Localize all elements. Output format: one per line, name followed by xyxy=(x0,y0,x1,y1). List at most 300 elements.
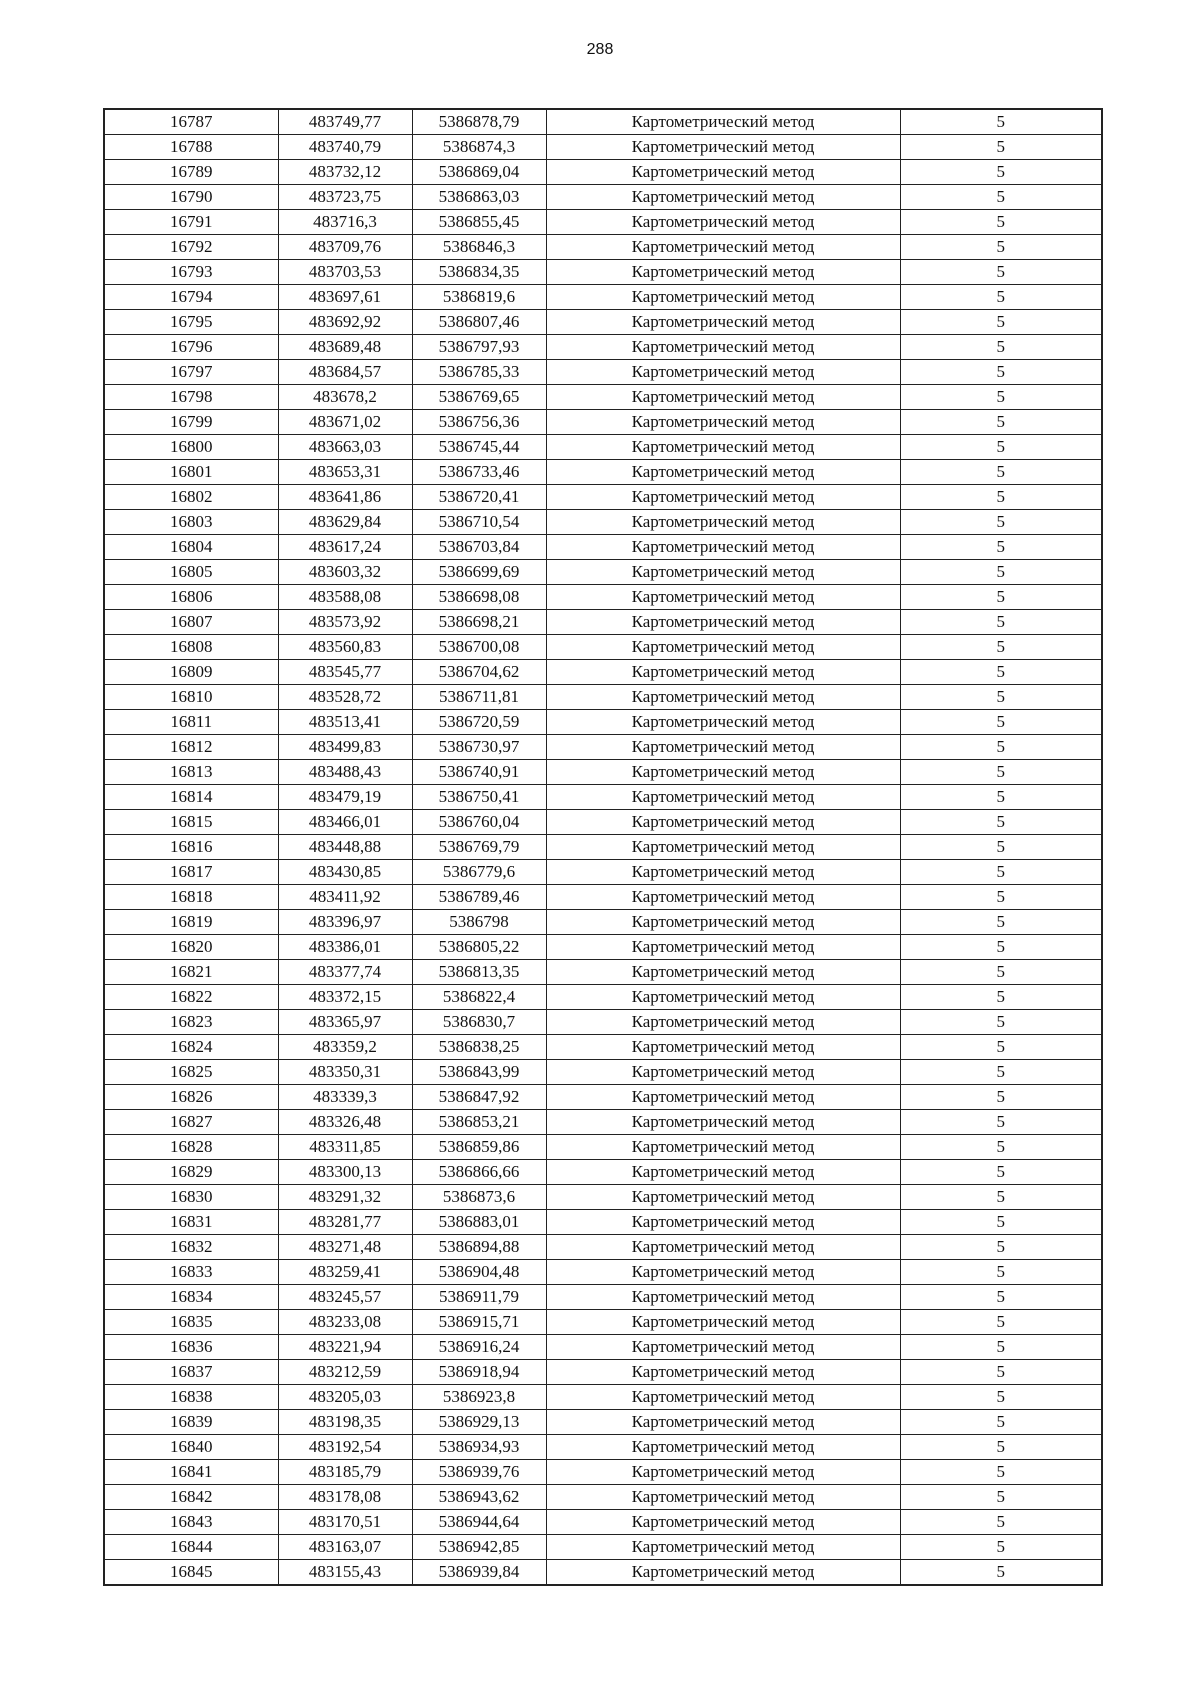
x-coordinate-cell: 483588,08 xyxy=(278,585,412,610)
x-coordinate-cell: 483528,72 xyxy=(278,685,412,710)
y-coordinate-cell: 5386769,65 xyxy=(412,385,546,410)
point-number-cell: 16818 xyxy=(104,885,278,910)
y-coordinate-cell: 5386843,99 xyxy=(412,1060,546,1085)
method-cell: Картометрический метод xyxy=(546,785,900,810)
method-cell: Картометрический метод xyxy=(546,585,900,610)
point-number-cell: 16797 xyxy=(104,360,278,385)
x-coordinate-cell: 483703,53 xyxy=(278,260,412,285)
x-coordinate-cell: 483573,92 xyxy=(278,610,412,635)
point-number-cell: 16811 xyxy=(104,710,278,735)
y-coordinate-cell: 5386911,79 xyxy=(412,1285,546,1310)
table-row xyxy=(104,360,1102,385)
point-number-cell: 16810 xyxy=(104,685,278,710)
x-coordinate-cell: 483603,32 xyxy=(278,560,412,585)
table-row xyxy=(104,960,1102,985)
table-row xyxy=(104,1035,1102,1060)
method-cell: Картометрический метод xyxy=(546,1360,900,1385)
method-cell: Картометрический метод xyxy=(546,985,900,1010)
method-cell: Картометрический метод xyxy=(546,560,900,585)
method-cell: Картометрический метод xyxy=(546,510,900,535)
x-coordinate-cell: 483185,79 xyxy=(278,1460,412,1485)
method-cell: Картометрический метод xyxy=(546,435,900,460)
accuracy-cell: 5 xyxy=(900,460,1102,485)
accuracy-cell: 5 xyxy=(900,185,1102,210)
x-coordinate-cell: 483513,41 xyxy=(278,710,412,735)
accuracy-cell: 5 xyxy=(900,210,1102,235)
point-number-cell: 16800 xyxy=(104,435,278,460)
table-row xyxy=(104,160,1102,185)
accuracy-cell: 5 xyxy=(900,560,1102,585)
method-cell: Картометрический метод xyxy=(546,760,900,785)
method-cell: Картометрический метод xyxy=(546,1135,900,1160)
y-coordinate-cell: 5386822,4 xyxy=(412,985,546,1010)
accuracy-cell: 5 xyxy=(900,1535,1102,1560)
accuracy-cell: 5 xyxy=(900,760,1102,785)
accuracy-cell: 5 xyxy=(900,510,1102,535)
point-number-cell: 16839 xyxy=(104,1410,278,1435)
method-cell: Картометрический метод xyxy=(546,285,900,310)
table-row xyxy=(104,1510,1102,1535)
y-coordinate-cell: 5386698,21 xyxy=(412,610,546,635)
table-row xyxy=(104,910,1102,935)
accuracy-cell: 5 xyxy=(900,860,1102,885)
x-coordinate-cell: 483281,77 xyxy=(278,1210,412,1235)
y-coordinate-cell: 5386929,13 xyxy=(412,1410,546,1435)
table-row xyxy=(104,810,1102,835)
y-coordinate-cell: 5386830,7 xyxy=(412,1010,546,1035)
accuracy-cell: 5 xyxy=(900,585,1102,610)
x-coordinate-cell: 483233,08 xyxy=(278,1310,412,1335)
x-coordinate-cell: 483198,35 xyxy=(278,1410,412,1435)
x-coordinate-cell: 483671,02 xyxy=(278,410,412,435)
y-coordinate-cell: 5386866,66 xyxy=(412,1160,546,1185)
method-cell: Картометрический метод xyxy=(546,1335,900,1360)
table-row xyxy=(104,1135,1102,1160)
method-cell: Картометрический метод xyxy=(546,1510,900,1535)
table-row xyxy=(104,1110,1102,1135)
y-coordinate-cell: 5386720,41 xyxy=(412,485,546,510)
x-coordinate-cell: 483212,59 xyxy=(278,1360,412,1385)
y-coordinate-cell: 5386944,64 xyxy=(412,1510,546,1535)
table-row xyxy=(104,1435,1102,1460)
x-coordinate-cell: 483684,57 xyxy=(278,360,412,385)
point-number-cell: 16838 xyxy=(104,1385,278,1410)
point-number-cell: 16787 xyxy=(104,109,278,135)
y-coordinate-cell: 5386756,36 xyxy=(412,410,546,435)
method-cell: Картометрический метод xyxy=(546,660,900,685)
method-cell: Картометрический метод xyxy=(546,1060,900,1085)
table-row xyxy=(104,985,1102,1010)
table-row xyxy=(104,485,1102,510)
point-number-cell: 16837 xyxy=(104,1360,278,1385)
method-cell: Картометрический метод xyxy=(546,610,900,635)
point-number-cell: 16828 xyxy=(104,1135,278,1160)
y-coordinate-cell: 5386873,6 xyxy=(412,1185,546,1210)
point-number-cell: 16794 xyxy=(104,285,278,310)
x-coordinate-cell: 483448,88 xyxy=(278,835,412,860)
y-coordinate-cell: 5386846,3 xyxy=(412,235,546,260)
accuracy-cell: 5 xyxy=(900,410,1102,435)
method-cell: Картометрический метод xyxy=(546,1260,900,1285)
accuracy-cell: 5 xyxy=(900,1060,1102,1085)
x-coordinate-cell: 483365,97 xyxy=(278,1010,412,1035)
x-coordinate-cell: 483732,12 xyxy=(278,160,412,185)
y-coordinate-cell: 5386733,46 xyxy=(412,460,546,485)
x-coordinate-cell: 483271,48 xyxy=(278,1235,412,1260)
accuracy-cell: 5 xyxy=(900,1185,1102,1210)
x-coordinate-cell: 483663,03 xyxy=(278,435,412,460)
method-cell: Картометрический метод xyxy=(546,1285,900,1310)
table-row xyxy=(104,1260,1102,1285)
table-row xyxy=(104,285,1102,310)
point-number-cell: 16798 xyxy=(104,385,278,410)
method-cell: Картометрический метод xyxy=(546,535,900,560)
x-coordinate-cell: 483653,31 xyxy=(278,460,412,485)
y-coordinate-cell: 5386855,45 xyxy=(412,210,546,235)
table-row xyxy=(104,560,1102,585)
table-row xyxy=(104,735,1102,760)
method-cell: Картометрический метод xyxy=(546,210,900,235)
accuracy-cell: 5 xyxy=(900,1510,1102,1535)
x-coordinate-cell: 483339,3 xyxy=(278,1085,412,1110)
method-cell: Картометрический метод xyxy=(546,335,900,360)
method-cell: Картометрический метод xyxy=(546,460,900,485)
x-coordinate-cell: 483692,92 xyxy=(278,310,412,335)
accuracy-cell: 5 xyxy=(900,1285,1102,1310)
point-number-cell: 16826 xyxy=(104,1085,278,1110)
method-cell: Картометрический метод xyxy=(546,910,900,935)
table-row xyxy=(104,685,1102,710)
point-number-cell: 16831 xyxy=(104,1210,278,1235)
point-number-cell: 16822 xyxy=(104,985,278,1010)
point-number-cell: 16804 xyxy=(104,535,278,560)
table-row xyxy=(104,235,1102,260)
table-row xyxy=(104,760,1102,785)
accuracy-cell: 5 xyxy=(900,1235,1102,1260)
y-coordinate-cell: 5386711,81 xyxy=(412,685,546,710)
x-coordinate-cell: 483479,19 xyxy=(278,785,412,810)
x-coordinate-cell: 483291,32 xyxy=(278,1185,412,1210)
table-row xyxy=(104,785,1102,810)
y-coordinate-cell: 5386704,62 xyxy=(412,660,546,685)
y-coordinate-cell: 5386785,33 xyxy=(412,360,546,385)
point-number-cell: 16813 xyxy=(104,760,278,785)
accuracy-cell: 5 xyxy=(900,810,1102,835)
accuracy-cell: 5 xyxy=(900,635,1102,660)
y-coordinate-cell: 5386834,35 xyxy=(412,260,546,285)
table-row xyxy=(104,710,1102,735)
accuracy-cell: 5 xyxy=(900,1035,1102,1060)
method-cell: Картометрический метод xyxy=(546,710,900,735)
accuracy-cell: 5 xyxy=(900,910,1102,935)
x-coordinate-cell: 483629,84 xyxy=(278,510,412,535)
y-coordinate-cell: 5386703,84 xyxy=(412,535,546,560)
y-coordinate-cell: 5386939,76 xyxy=(412,1460,546,1485)
x-coordinate-cell: 483377,74 xyxy=(278,960,412,985)
method-cell: Картометрический метод xyxy=(546,1210,900,1235)
x-coordinate-cell: 483560,83 xyxy=(278,635,412,660)
method-cell: Картометрический метод xyxy=(546,1460,900,1485)
x-coordinate-cell: 483245,57 xyxy=(278,1285,412,1310)
accuracy-cell: 5 xyxy=(900,235,1102,260)
y-coordinate-cell: 5386740,91 xyxy=(412,760,546,785)
method-cell: Картометрический метод xyxy=(546,160,900,185)
accuracy-cell: 5 xyxy=(900,1210,1102,1235)
table-row xyxy=(104,860,1102,885)
table-row xyxy=(104,1210,1102,1235)
accuracy-cell: 5 xyxy=(900,1260,1102,1285)
method-cell: Картометрический метод xyxy=(546,1035,900,1060)
method-cell: Картометрический метод xyxy=(546,860,900,885)
x-coordinate-cell: 483430,85 xyxy=(278,860,412,885)
point-number-cell: 16834 xyxy=(104,1285,278,1310)
x-coordinate-cell: 483709,76 xyxy=(278,235,412,260)
y-coordinate-cell: 5386859,86 xyxy=(412,1135,546,1160)
coordinates-table-body xyxy=(104,109,1102,1585)
table-row xyxy=(104,635,1102,660)
table-row xyxy=(104,210,1102,235)
method-cell: Картометрический метод xyxy=(546,1085,900,1110)
method-cell: Картометрический метод xyxy=(546,485,900,510)
x-coordinate-cell: 483311,85 xyxy=(278,1135,412,1160)
method-cell: Картометрический метод xyxy=(546,935,900,960)
y-coordinate-cell: 5386915,71 xyxy=(412,1310,546,1335)
point-number-cell: 16835 xyxy=(104,1310,278,1335)
y-coordinate-cell: 5386869,04 xyxy=(412,160,546,185)
method-cell: Картометрический метод xyxy=(546,260,900,285)
table-row xyxy=(104,1335,1102,1360)
y-coordinate-cell: 5386923,8 xyxy=(412,1385,546,1410)
accuracy-cell: 5 xyxy=(900,135,1102,160)
point-number-cell: 16824 xyxy=(104,1035,278,1060)
method-cell: Картометрический метод xyxy=(546,235,900,260)
point-number-cell: 16807 xyxy=(104,610,278,635)
accuracy-cell: 5 xyxy=(900,1085,1102,1110)
table-row xyxy=(104,510,1102,535)
point-number-cell: 16803 xyxy=(104,510,278,535)
y-coordinate-cell: 5386813,35 xyxy=(412,960,546,985)
page-number: 288 xyxy=(586,41,614,58)
accuracy-cell: 5 xyxy=(900,109,1102,135)
table-row xyxy=(104,1060,1102,1085)
point-number-cell: 16845 xyxy=(104,1560,278,1586)
method-cell: Картометрический метод xyxy=(546,410,900,435)
y-coordinate-cell: 5386939,84 xyxy=(412,1560,546,1586)
accuracy-cell: 5 xyxy=(900,1135,1102,1160)
point-number-cell: 16829 xyxy=(104,1160,278,1185)
table-row xyxy=(104,135,1102,160)
x-coordinate-cell: 483178,08 xyxy=(278,1485,412,1510)
point-number-cell: 16819 xyxy=(104,910,278,935)
point-number-cell: 16820 xyxy=(104,935,278,960)
table-row xyxy=(104,1085,1102,1110)
y-coordinate-cell: 5386798 xyxy=(412,910,546,935)
x-coordinate-cell: 483617,24 xyxy=(278,535,412,560)
table-row xyxy=(104,1310,1102,1335)
method-cell: Картометрический метод xyxy=(546,360,900,385)
y-coordinate-cell: 5386874,3 xyxy=(412,135,546,160)
point-number-cell: 16836 xyxy=(104,1335,278,1360)
y-coordinate-cell: 5386720,59 xyxy=(412,710,546,735)
table-row xyxy=(104,310,1102,335)
y-coordinate-cell: 5386789,46 xyxy=(412,885,546,910)
accuracy-cell: 5 xyxy=(900,1310,1102,1335)
point-number-cell: 16789 xyxy=(104,160,278,185)
point-number-cell: 16808 xyxy=(104,635,278,660)
y-coordinate-cell: 5386779,6 xyxy=(412,860,546,885)
table-row xyxy=(104,1285,1102,1310)
method-cell: Картометрический метод xyxy=(546,835,900,860)
x-coordinate-cell: 483372,15 xyxy=(278,985,412,1010)
x-coordinate-cell: 483155,43 xyxy=(278,1560,412,1586)
point-number-cell: 16817 xyxy=(104,860,278,885)
table-row xyxy=(104,1010,1102,1035)
y-coordinate-cell: 5386699,69 xyxy=(412,560,546,585)
table-row xyxy=(104,385,1102,410)
x-coordinate-cell: 483545,77 xyxy=(278,660,412,685)
method-cell: Картометрический метод xyxy=(546,185,900,210)
y-coordinate-cell: 5386730,97 xyxy=(412,735,546,760)
point-number-cell: 16791 xyxy=(104,210,278,235)
accuracy-cell: 5 xyxy=(900,1560,1102,1586)
x-coordinate-cell: 483499,83 xyxy=(278,735,412,760)
point-number-cell: 16809 xyxy=(104,660,278,685)
y-coordinate-cell: 5386745,44 xyxy=(412,435,546,460)
accuracy-cell: 5 xyxy=(900,1385,1102,1410)
y-coordinate-cell: 5386819,6 xyxy=(412,285,546,310)
accuracy-cell: 5 xyxy=(900,385,1102,410)
accuracy-cell: 5 xyxy=(900,660,1102,685)
accuracy-cell: 5 xyxy=(900,685,1102,710)
method-cell: Картометрический метод xyxy=(546,685,900,710)
y-coordinate-cell: 5386853,21 xyxy=(412,1110,546,1135)
y-coordinate-cell: 5386760,04 xyxy=(412,810,546,835)
x-coordinate-cell: 483697,61 xyxy=(278,285,412,310)
x-coordinate-cell: 483192,54 xyxy=(278,1435,412,1460)
y-coordinate-cell: 5386916,24 xyxy=(412,1335,546,1360)
method-cell: Картометрический метод xyxy=(546,735,900,760)
point-number-cell: 16825 xyxy=(104,1060,278,1085)
x-coordinate-cell: 483350,31 xyxy=(278,1060,412,1085)
point-number-cell: 16793 xyxy=(104,260,278,285)
y-coordinate-cell: 5386934,93 xyxy=(412,1435,546,1460)
x-coordinate-cell: 483163,07 xyxy=(278,1535,412,1560)
table-row xyxy=(104,585,1102,610)
table-row xyxy=(104,1235,1102,1260)
point-number-cell: 16840 xyxy=(104,1435,278,1460)
y-coordinate-cell: 5386750,41 xyxy=(412,785,546,810)
table-row xyxy=(104,835,1102,860)
point-number-cell: 16832 xyxy=(104,1235,278,1260)
table-row xyxy=(104,1360,1102,1385)
point-number-cell: 16841 xyxy=(104,1460,278,1485)
x-coordinate-cell: 483221,94 xyxy=(278,1335,412,1360)
method-cell: Картометрический метод xyxy=(546,1535,900,1560)
accuracy-cell: 5 xyxy=(900,885,1102,910)
method-cell: Картометрический метод xyxy=(546,1160,900,1185)
x-coordinate-cell: 483716,3 xyxy=(278,210,412,235)
method-cell: Картометрический метод xyxy=(546,1310,900,1335)
y-coordinate-cell: 5386894,88 xyxy=(412,1235,546,1260)
y-coordinate-cell: 5386805,22 xyxy=(412,935,546,960)
x-coordinate-cell: 483386,01 xyxy=(278,935,412,960)
table-row xyxy=(104,260,1102,285)
y-coordinate-cell: 5386769,79 xyxy=(412,835,546,860)
point-number-cell: 16844 xyxy=(104,1535,278,1560)
method-cell: Картометрический метод xyxy=(546,1485,900,1510)
accuracy-cell: 5 xyxy=(900,160,1102,185)
method-cell: Картометрический метод xyxy=(546,1435,900,1460)
x-coordinate-cell: 483396,97 xyxy=(278,910,412,935)
table-row xyxy=(104,109,1102,135)
x-coordinate-cell: 483326,48 xyxy=(278,1110,412,1135)
accuracy-cell: 5 xyxy=(900,735,1102,760)
table-row xyxy=(104,460,1102,485)
table-row xyxy=(104,1160,1102,1185)
accuracy-cell: 5 xyxy=(900,1435,1102,1460)
accuracy-cell: 5 xyxy=(900,310,1102,335)
y-coordinate-cell: 5386847,92 xyxy=(412,1085,546,1110)
y-coordinate-cell: 5386883,01 xyxy=(412,1210,546,1235)
table-row xyxy=(104,885,1102,910)
accuracy-cell: 5 xyxy=(900,1010,1102,1035)
point-number-cell: 16802 xyxy=(104,485,278,510)
accuracy-cell: 5 xyxy=(900,835,1102,860)
method-cell: Картометрический метод xyxy=(546,885,900,910)
table-row xyxy=(104,335,1102,360)
accuracy-cell: 5 xyxy=(900,935,1102,960)
x-coordinate-cell: 483723,75 xyxy=(278,185,412,210)
accuracy-cell: 5 xyxy=(900,1335,1102,1360)
table-row xyxy=(104,410,1102,435)
point-number-cell: 16796 xyxy=(104,335,278,360)
x-coordinate-cell: 483689,48 xyxy=(278,335,412,360)
accuracy-cell: 5 xyxy=(900,285,1102,310)
accuracy-cell: 5 xyxy=(900,435,1102,460)
method-cell: Картометрический метод xyxy=(546,635,900,660)
y-coordinate-cell: 5386904,48 xyxy=(412,1260,546,1285)
x-coordinate-cell: 483740,79 xyxy=(278,135,412,160)
x-coordinate-cell: 483259,41 xyxy=(278,1260,412,1285)
point-number-cell: 16806 xyxy=(104,585,278,610)
accuracy-cell: 5 xyxy=(900,710,1102,735)
method-cell: Картометрический метод xyxy=(546,810,900,835)
x-coordinate-cell: 483466,01 xyxy=(278,810,412,835)
accuracy-cell: 5 xyxy=(900,610,1102,635)
x-coordinate-cell: 483170,51 xyxy=(278,1510,412,1535)
method-cell: Картометрический метод xyxy=(546,1385,900,1410)
accuracy-cell: 5 xyxy=(900,1360,1102,1385)
table-row xyxy=(104,185,1102,210)
point-number-cell: 16805 xyxy=(104,560,278,585)
y-coordinate-cell: 5386700,08 xyxy=(412,635,546,660)
table-row xyxy=(104,435,1102,460)
accuracy-cell: 5 xyxy=(900,485,1102,510)
table-row xyxy=(104,1485,1102,1510)
y-coordinate-cell: 5386942,85 xyxy=(412,1535,546,1560)
point-number-cell: 16821 xyxy=(104,960,278,985)
method-cell: Картометрический метод xyxy=(546,960,900,985)
point-number-cell: 16842 xyxy=(104,1485,278,1510)
x-coordinate-cell: 483678,2 xyxy=(278,385,412,410)
accuracy-cell: 5 xyxy=(900,535,1102,560)
x-coordinate-cell: 483359,2 xyxy=(278,1035,412,1060)
y-coordinate-cell: 5386710,54 xyxy=(412,510,546,535)
method-cell: Картометрический метод xyxy=(546,1410,900,1435)
point-number-cell: 16788 xyxy=(104,135,278,160)
y-coordinate-cell: 5386807,46 xyxy=(412,310,546,335)
x-coordinate-cell: 483488,43 xyxy=(278,760,412,785)
